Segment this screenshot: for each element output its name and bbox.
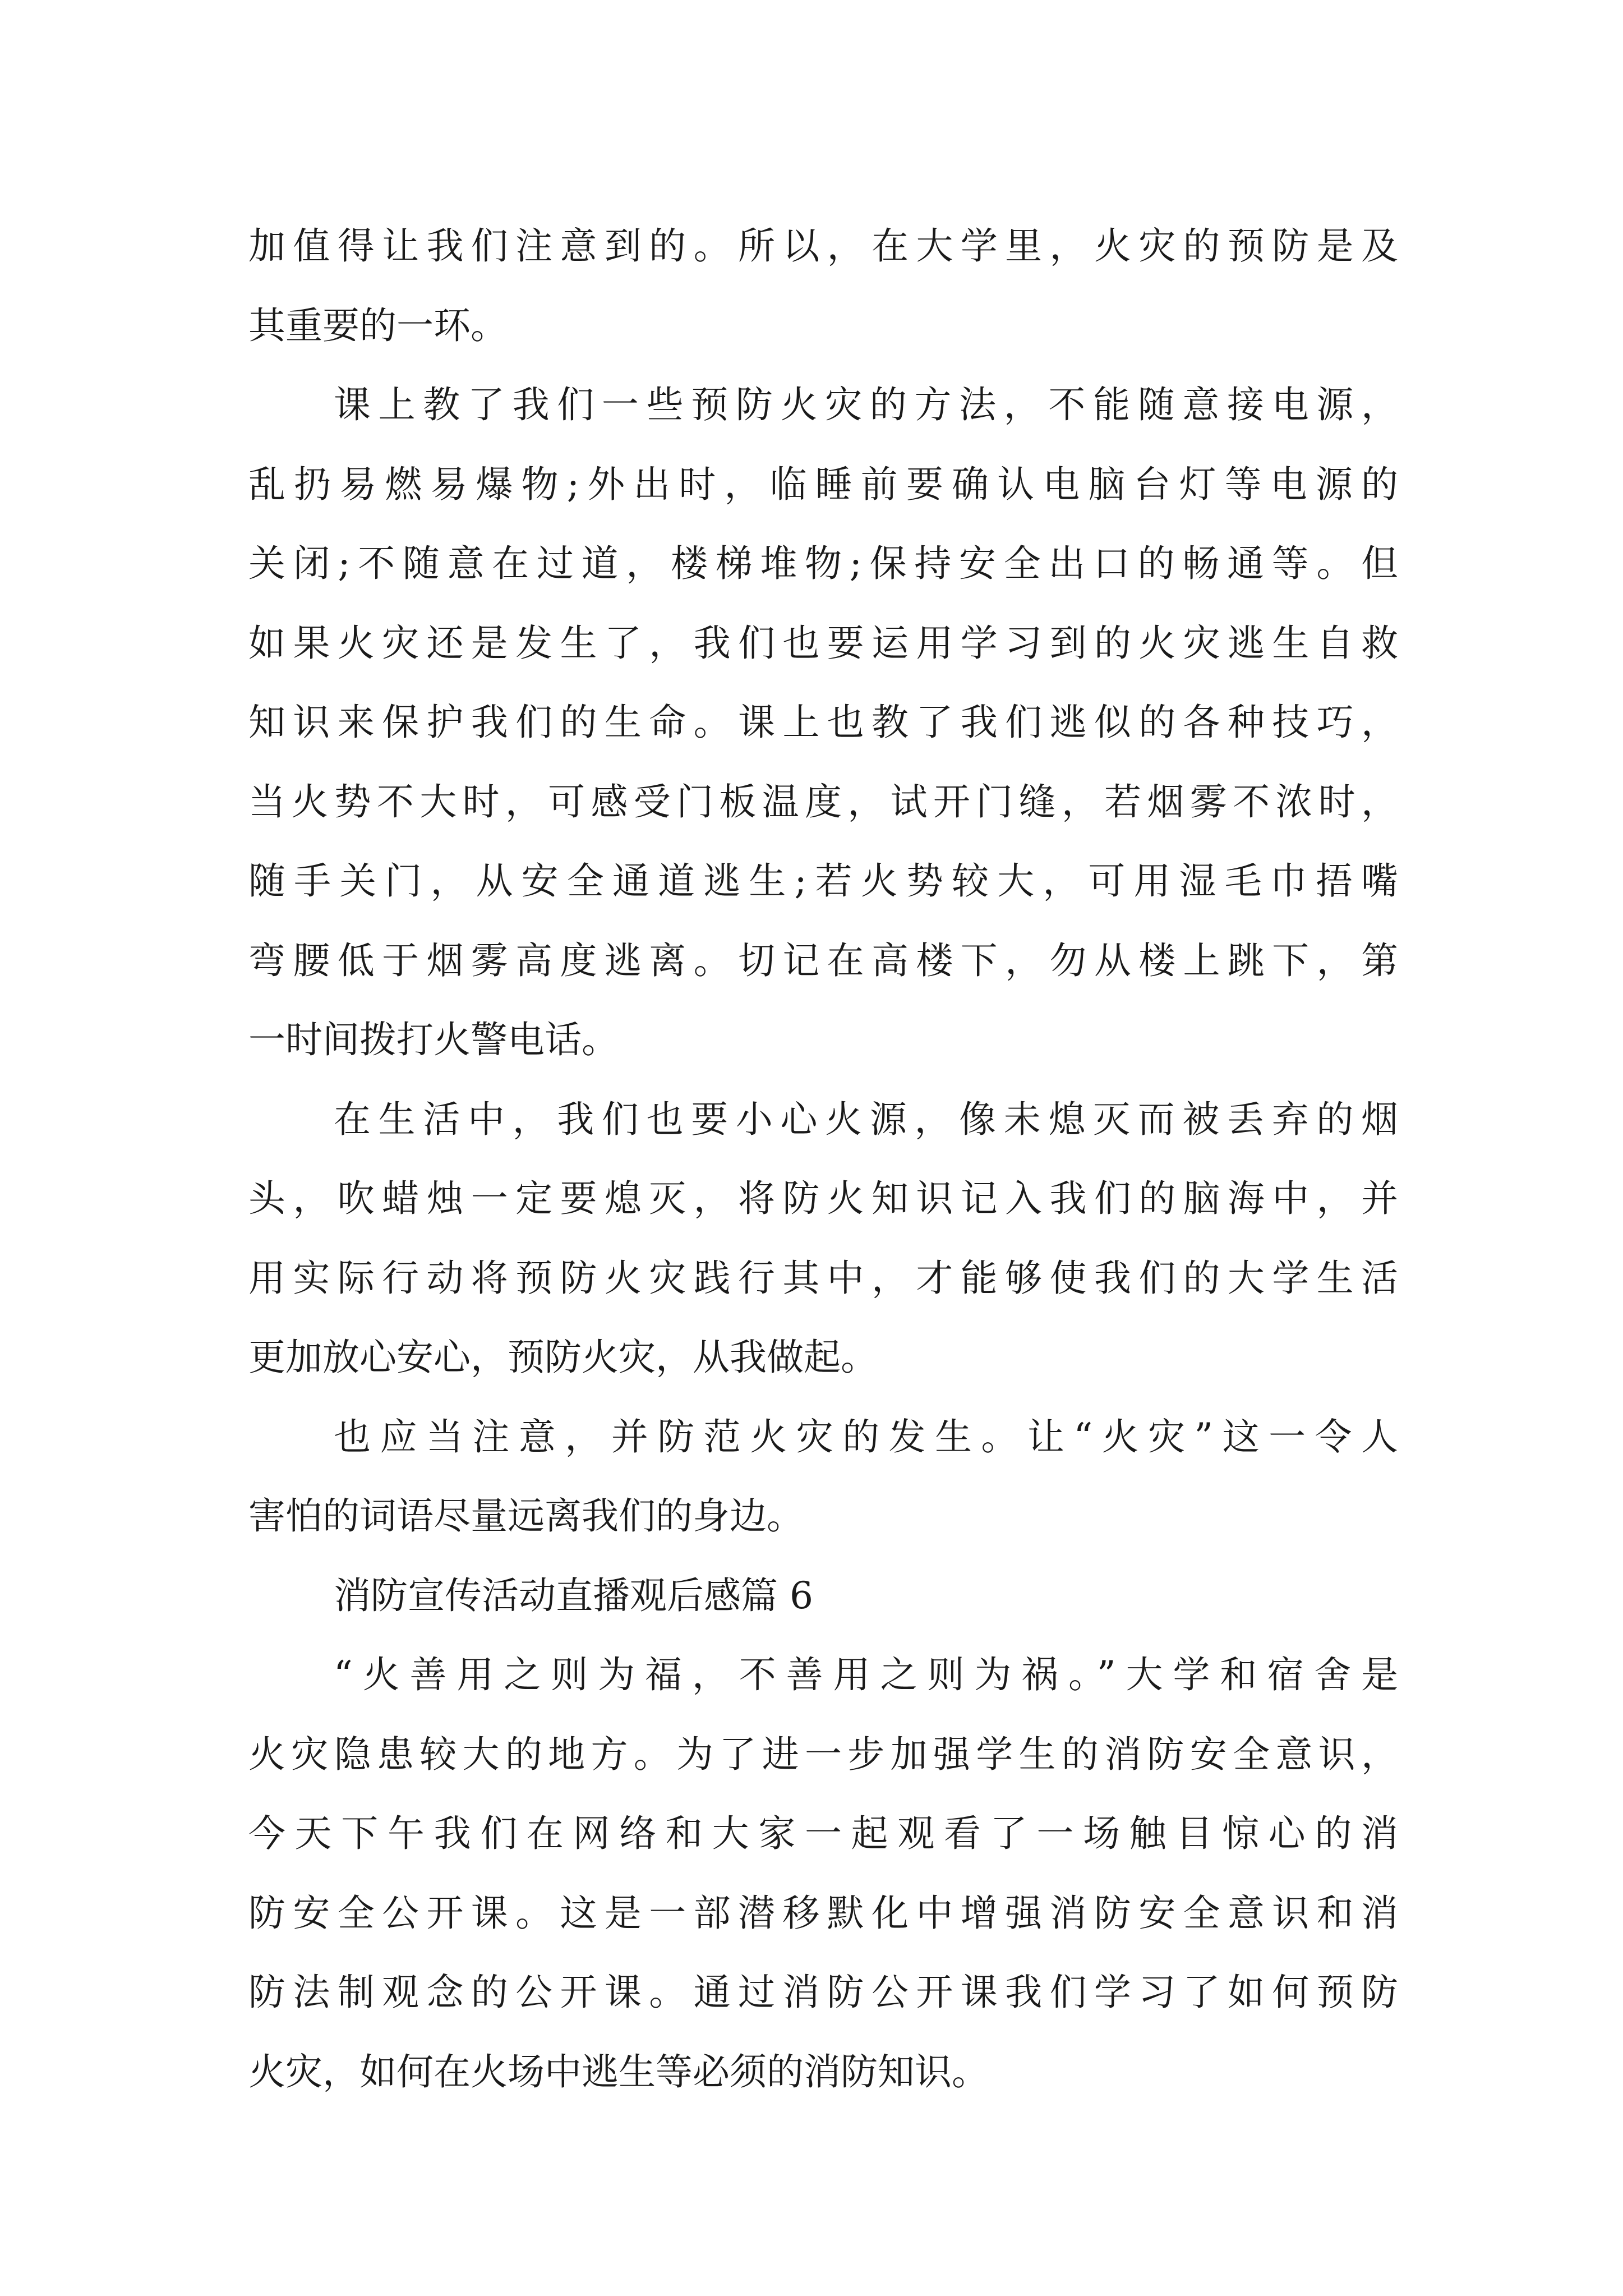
text-line: 乱扔易燃易爆物;外出时，临睡前要确认电脑台灯等电源的 bbox=[248, 462, 1398, 506]
text-line: 防安全公开课。这是一部潜移默化中增强消防安全意识和消 bbox=[248, 1891, 1398, 1935]
text-line: 随手关门，从安全通道逃生;若火势较大，可用湿毛巾捂嘴 bbox=[248, 859, 1398, 903]
text-line: 课上教了我们一些预防火灾的方法，不能随意接电源， bbox=[334, 383, 1398, 426]
text-line: 也应当注意，并防范火灾的发生。让“火灾”这一令人 bbox=[334, 1415, 1398, 1458]
text-line: 害怕的词语尽量远离我们的身边。 bbox=[248, 1494, 804, 1538]
text-line: 其重要的一环。 bbox=[248, 303, 508, 347]
document-body bbox=[248, 206, 1398, 2111]
text-line: 更加放心安心，预防火灾，从我做起。 bbox=[248, 1336, 878, 1379]
text-line: 今天下午我们在网络和大家一起观看了一场触目惊心的消 bbox=[248, 1812, 1398, 1855]
text-line: 头，吹蜡烛一定要熄灭，将防火知识记入我们的脑海中，并 bbox=[248, 1177, 1398, 1220]
text-line: 如果火灾还是发生了，我们也要运用学习到的火灾逃生自救 bbox=[248, 621, 1398, 665]
text-line: 火灾，如何在火场中逃生等必须的消防知识。 bbox=[248, 2050, 989, 2093]
text-line: 火灾隐患较大的地方。为了进一步加强学生的消防安全意识， bbox=[248, 1732, 1398, 1776]
text-line: 消防宣传活动直播观后感篇 6 bbox=[334, 1573, 813, 1617]
text-line: 知识来保护我们的生命。课上也教了我们逃似的各种技巧， bbox=[248, 701, 1398, 744]
text-line: 用实际行动将预防火灾践行其中，才能够使我们的大学生活 bbox=[248, 1256, 1398, 1300]
text-line: “火善用之则为福，不善用之则为祸。”大学和宿舍是 bbox=[334, 1653, 1398, 1696]
text-line: 在生活中，我们也要小心火源，像未熄灭而被丢弃的烟 bbox=[334, 1097, 1398, 1141]
text-line: 加值得让我们注意到的。所以，在大学里，火灾的预防是及 bbox=[248, 224, 1398, 268]
text-line: 防法制观念的公开课。通过消防公开课我们学习了如何预防 bbox=[248, 1971, 1398, 2014]
text-line: 一时间拨打火警电话。 bbox=[248, 1018, 619, 1061]
text-line: 当火势不大时，可感受门板温度，试开门缝，若烟雾不浓时， bbox=[248, 780, 1398, 823]
text-line: 关闭;不随意在过道，楼梯堆物;保持安全出口的畅通等。但 bbox=[248, 542, 1398, 585]
text-line: 弯腰低于烟雾高度逃离。切记在高楼下，勿从楼上跳下，第 bbox=[248, 938, 1398, 982]
